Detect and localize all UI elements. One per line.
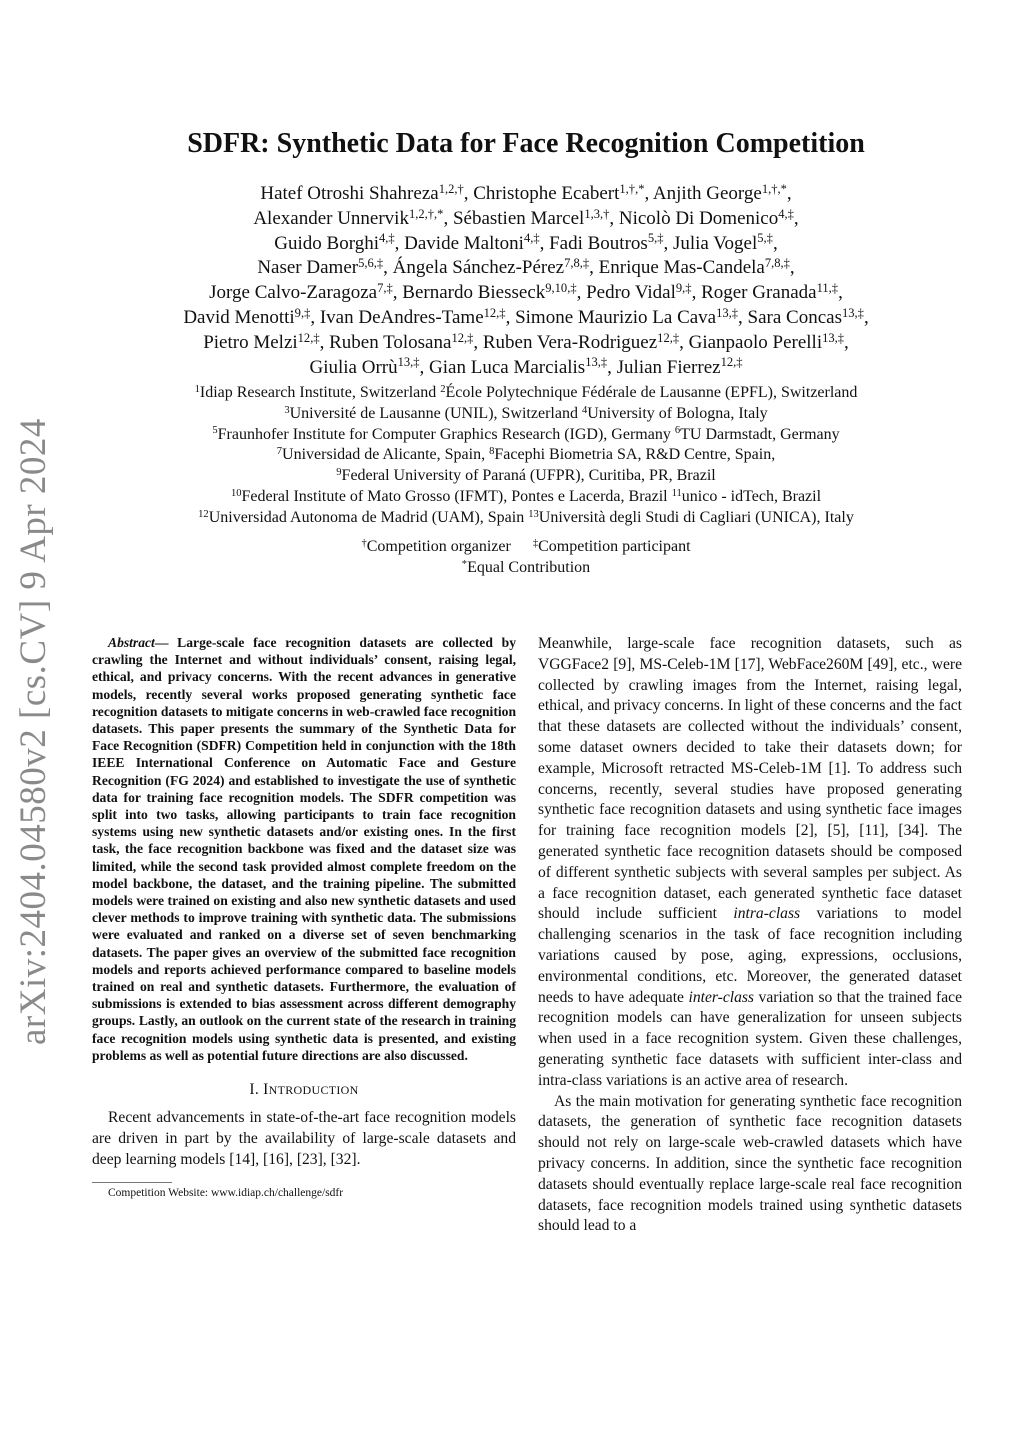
author-name: Julia Vogel [672, 232, 758, 254]
author-affiliation-marks: 9,‡ [675, 280, 692, 295]
author-affiliation-marks: 13,‡ [716, 305, 739, 320]
author-separator: , [419, 356, 430, 378]
author-affiliation-marks: 12,‡ [483, 305, 506, 320]
author-separator: , [789, 257, 795, 279]
affiliation-line [100, 404, 952, 425]
author-separator: , [473, 331, 483, 353]
affiliation-number: 5 [212, 425, 218, 437]
author-name: Naser Damer [257, 257, 359, 279]
paragraph-text: variations to model challenging scenarios in the task of face recognition including variations caused by pose, aging, expressions, occlusions, environmental conditions, etc. Moreover, the generated dataset needs to have adequate [538, 905, 962, 1006]
affiliation-number: 4 [581, 404, 588, 416]
author-affiliation-marks: 13,‡ [822, 330, 845, 345]
inter-class-term: inter-class [688, 988, 755, 1006]
right-column [538, 634, 962, 1237]
intro-paragraph-3: As the main motivation for generating synthetic face recognition datasets, the generation of synthetic face recognition datasets should not rely on large-scale web-crawled datasets which have privacy concerns. In addition, since the synthetic face recognition datasets should eventually replace large-scale real face recognition datasets, face recognition models trained using synthetic datasets should lead to a [538, 1092, 962, 1235]
author-name: Ruben Vera-Rodriguez [482, 331, 658, 353]
author-name: Giulia Orrù [309, 356, 398, 378]
author-name: Fadi Boutros [549, 232, 648, 254]
author-name: Ruben Tolosana [329, 331, 452, 353]
author-separator: , [576, 282, 587, 304]
intra-class-term: intra-class [733, 905, 801, 923]
affiliation-line [100, 425, 952, 446]
author-separator: , [738, 306, 748, 328]
equal-contribution-label: Equal Contribution [467, 559, 591, 576]
author-line [100, 207, 952, 232]
author-affiliation-marks: 1,†,* [761, 181, 787, 196]
author-separator: , [539, 232, 550, 254]
author-name: Sara Concas [747, 306, 842, 328]
section-heading-introduction [92, 1081, 516, 1099]
paragraph-text: Meanwhile, large-scale face recognition datasets, such as VGGFace2 [9], MS-Celeb-1M [17], WebFace260M [49], etc., were collected by crawling images from the Internet, raising legal, ethical, and privacy concerns. In light of these concerns and the fact that these datasets are collected without the individuals’ consent, some dataset owners decided to take their datasets down; for example, Microsoft retracted MS-Celeb-1M [1]. To address such concerns, recently, several studies have proposed generating synthetic face recognition datasets and using synthetic face images for training face recognition models [2], [5], [11], [34]. The generated synthetic face recognition datasets should be composed of different synthetic subjects with several samples per subject. As a face recognition dataset, each generated synthetic face dataset should include sufficient [538, 635, 962, 923]
author-line [100, 281, 952, 306]
author-separator: , [392, 282, 403, 304]
author-name: Bernardo Biesseck [402, 282, 546, 304]
role-legend [100, 536, 952, 578]
author-name: Guido Borghi [274, 232, 379, 254]
author-name: Jorge Calvo-Zaragoza [209, 282, 378, 304]
author-affiliation-marks: 5,6,‡ [358, 256, 384, 271]
author-separator: , [786, 183, 792, 204]
author-separator: , [863, 306, 869, 328]
author-separator: , [607, 356, 617, 378]
author-affiliation-marks: 7,8,‡ [564, 256, 590, 271]
author-affiliation-marks: 4,‡ [778, 206, 794, 221]
author-name: Enrique Mas-Candela [598, 257, 765, 279]
paper-title: SDFR: Synthetic Data for Face Recognition Competition [187, 128, 865, 159]
affiliation-number: 6 [674, 425, 681, 437]
author-affiliation-marks: 11,‡ [816, 280, 839, 295]
affiliation-line [100, 383, 952, 404]
author-affiliation-marks: 1,†,* [619, 181, 645, 196]
author-separator: , [793, 207, 799, 229]
affiliation-number: 9 [336, 466, 342, 478]
author-name: Alexander Unnervik [253, 207, 409, 229]
author-separator: , [443, 207, 453, 229]
affiliation-list [100, 383, 952, 529]
author-affiliation-marks: 7,‡ [377, 280, 393, 295]
affiliation-number: 3 [284, 404, 290, 416]
section-numeral: I. I [249, 1081, 269, 1099]
participant-label: Competition participant [538, 538, 691, 555]
author-name: Ivan DeAndres-Tame [319, 306, 484, 328]
author-name: Anjith George [652, 183, 762, 204]
affiliation-text: Federal University of Paraná (UFPR), Curitiba, PR, Brazil [341, 467, 716, 485]
author-name: David Menotti [183, 306, 295, 328]
affiliation-line [100, 466, 952, 487]
footnote-competition-website: Competition Website: www.idiap.ch/challenge/sdfr [108, 1187, 344, 1200]
author-affiliation-marks: 5,‡ [757, 231, 773, 246]
author-name: Christophe Ecabert [473, 183, 620, 204]
author-affiliation-marks: 9,10,‡ [545, 280, 577, 295]
author-affiliation-marks: 12,‡ [451, 330, 474, 345]
affiliation-line [100, 508, 952, 529]
author-name: Hatef Otroshi Shahreza [260, 183, 439, 204]
organizer-symbol: † [361, 537, 367, 549]
equal-symbol: * [461, 558, 468, 570]
affiliation-text: Idiap Research Institute, Switzerland [199, 384, 441, 401]
affiliation-line [100, 445, 952, 466]
affiliation-text: Facephi Biometria SA, R&D Centre, Spain, [494, 446, 776, 464]
section-title-rest: NTRODUCTION [268, 1083, 359, 1098]
author-affiliation-marks: 4,‡ [378, 231, 395, 246]
affiliation-text: TU Darmstadt, Germany [680, 425, 840, 443]
affiliation-number: 12 [198, 508, 209, 520]
author-affiliation-marks: 5,‡ [647, 231, 664, 246]
author-name: Nicolò Di Domenico [618, 207, 779, 229]
author-separator: , [609, 207, 619, 229]
affiliation-text: Università degli Studi di Cagliari (UNICA), Italy [538, 508, 854, 526]
abstract-dash: — [154, 635, 178, 650]
author-name: Julian Fierrez [616, 356, 721, 378]
author-name: Roger Granada [701, 282, 817, 304]
author-separator: , [644, 183, 653, 204]
affiliation-text: unico - idTech, Brazil [681, 487, 822, 505]
intro-paragraph-1: Recent advancements in state-of-the-art face recognition models are driven in part by the availability of large-scale datasets and deep learning models [14], [16], [23], [32]. [92, 1109, 516, 1168]
author-affiliation-marks: 1,3,† [584, 206, 610, 221]
affiliation-line [100, 487, 952, 508]
arxiv-side-stamp: arXiv:2404.04580v2 [cs.CV] 9 Apr 2024 [13, 418, 54, 1045]
author-affiliation-marks: 1,2,†,* [408, 206, 444, 221]
author-line [100, 256, 952, 281]
author-name: Simone Maurizio La Cava [515, 306, 717, 328]
author-affiliation-marks: 12,‡ [297, 330, 320, 345]
author-line [100, 306, 952, 331]
author-separator: , [589, 257, 599, 279]
affiliation-text: Universidad Autonoma de Madrid (UAM), Spain [208, 508, 529, 526]
author-separator: , [383, 257, 393, 279]
author-separator: , [691, 282, 702, 304]
affiliation-number: 2 [440, 383, 446, 395]
footnote-rule [92, 1182, 172, 1183]
author-affiliation-marks: 1,2,† [438, 181, 464, 196]
author-name: Gian Luca Marcialis [429, 356, 586, 378]
author-affiliation-marks: 4,‡ [523, 231, 540, 246]
author-name: Pedro Vidal [586, 282, 676, 304]
author-separator: , [838, 282, 843, 304]
author-line [100, 182, 952, 207]
affiliation-number: 10 [230, 487, 242, 499]
left-column [92, 634, 516, 1199]
author-affiliation-marks: 12,‡ [720, 355, 743, 370]
affiliation-number: 7 [276, 446, 283, 458]
author-line [100, 331, 952, 356]
affiliation-text: Universidad de Alicante, Spain, [282, 446, 490, 464]
paragraph-text: variation so that the trained face recognition models can have generalization for unseen subjects when used in a face recognition system. Given these challenges, generating synthetic face datasets with sufficient inter-class and intra-class variations is an active area of research. [538, 988, 962, 1089]
author-separator: , [394, 232, 405, 254]
author-name: Davide Maltoni [404, 232, 524, 254]
author-name: Pietro Melzi [203, 331, 298, 353]
affiliation-text: Université de Lausanne (UNIL), Switzerland [289, 404, 582, 422]
participant-symbol: ‡ [532, 537, 539, 549]
author-separator: , [844, 331, 849, 353]
author-separator: , [319, 331, 330, 353]
author-affiliation-marks: 13,‡ [842, 305, 864, 320]
abstract-text: Large-scale face recognition datasets are collected by crawling the Internet and without individuals’ consent, raising legal, ethical, and privacy concerns. With the recent advances in generative models, recently several works proposed generating synthetic face recognition datasets to mitigate concerns in web-crawled face recognition datasets. This paper presents the summary of the Synthetic Data for Face Recognition (SDFR) Competition held in conjunction with the 18th IEEE International Conference on Automatic Face and Gesture Recognition (FG 2024) and established to investigate the use of synthetic data for training face recognition models. The SDFR competition was split into two tasks, allowing participants to train face recognition systems using new synthetic datasets and/or existing ones. In the first task, the face recognition backbone was fixed and the dataset size was limited, while the second task provided almost complete freedom on the model backbone, the dataset, and the training pipeline. The submitted models were trained on existing and also new synthetic datasets and used clever methods to improve training with synthetic data. The submissions were evaluated and ranked on a diverse set of seven benchmarking datasets. The paper gives an overview of the submitted face recognition models and reports achieved performance compared to baseline models trained on real and synthetic datasets. Furthermore, the evaluation of submissions is extended to bias assessment across different demography groups. Lastly, an outlook on the current state of the research in training face recognition models using synthetic data is presented, and existing problems as well as potential future directions are also discussed. [92, 635, 516, 1063]
author-affiliation-marks: 12,‡ [657, 330, 680, 345]
author-separator: , [505, 306, 516, 328]
author-separator: , [663, 232, 673, 254]
affiliation-text: Fraunhofer Institute for Computer Graphics Research (IGD), Germany [217, 425, 675, 443]
author-separator: , [463, 183, 474, 204]
author-line [100, 232, 952, 257]
affiliation-number: 11 [671, 487, 682, 499]
affiliation-text: Federal Institute of Mato Grosso (IFMT), Pontes e Lacerda, Brazil [241, 487, 672, 505]
organizer-label: Competition organizer [366, 538, 511, 555]
abstract-label: Abstract [108, 635, 155, 650]
author-affiliation-marks: 7,8,‡ [764, 256, 790, 271]
author-name: Sébastien Marcel [452, 207, 585, 229]
author-line [100, 356, 952, 381]
affiliation-text: École Polytechnique Fédérale de Lausanne (EPFL), Switzerland [445, 384, 858, 401]
author-affiliation-marks: 9,‡ [294, 305, 311, 320]
affiliation-number: 8 [489, 446, 495, 458]
affiliation-number: 13 [528, 508, 539, 520]
author-name: Gianpaolo Perelli [688, 331, 823, 353]
affiliation-number: 1 [194, 383, 200, 395]
author-affiliation-marks: 13,‡ [397, 355, 420, 370]
author-separator: , [772, 232, 778, 254]
intro-paragraph-2 [538, 634, 962, 1092]
abstract [92, 634, 516, 1064]
author-separator: , [310, 306, 320, 328]
author-name: Ángela Sánchez-Pérez [392, 257, 565, 279]
author-affiliation-marks: 13,‡ [585, 355, 608, 370]
author-separator: , [679, 331, 689, 353]
author-list [100, 182, 952, 380]
affiliation-text: University of Bologna, Italy [587, 404, 768, 422]
